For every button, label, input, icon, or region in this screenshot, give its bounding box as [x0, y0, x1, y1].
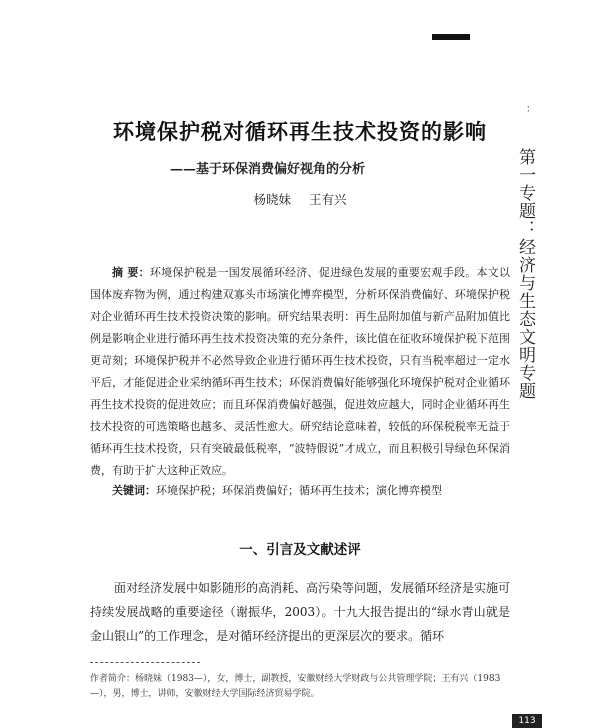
running-header-section: 第一专题：经济与生态文明专题 — [515, 148, 535, 400]
body-paragraph: 面对经济发展中如影随形的高消耗、高污染等问题，发展循环经济是实施可持续发展战略的重要途径（谢振华，2003）。十九大报告提出的“绿水青山就是金山银山”的工作理念，是对循环经济提出的更深层次的要求。循环 — [90, 581, 511, 643]
keywords-label: 关键词： — [112, 484, 156, 497]
author-footnote: 作者简介：杨晓妹（1983—），女，博士，副教授，安徽财经大学财政与公共管理学院；王有兴（1983—），男，博士，讲师，安徽财经大学国际经济贸易学院。 — [90, 674, 501, 699]
abstract-label: 摘 要： — [112, 266, 150, 279]
keywords-text: 环境保护税；环保消费偏好；循环再生技术；演化博弈模型 — [156, 484, 442, 497]
abstract-text: 环境保护税是一国发展循环经济、促进绿色发展的重要宏观手段。本文以国体废弃物为例，通过构建双寡头市场演化博弈模型，分析环保消费偏好、环境保护税对企业循环再生技术投资决策的影响。研究结果表明：再生品附加值与新产品附加值比例是影响企业进行循环再生技术投资决策的充分条件，该比值在征收环境保护税下范围更苛刻；环境保护税并不必然导致企业进行循环再生技术投资，只有当税率超过一定水平后，才能促进企业采纳循环再生技术；环保消费偏好能够强化环境保护税对企业循环再生技术投资的促进效应；而且环保消费偏好越强，促进效应越大，同时企业循环再生技术投资的可选策略也越多、灵活性愈大。研究结论意味着，较低的环保税税率无益于循环再生技术投资，只有突破最低税率，“波特假说”才成立，而且积极引导绿色环保消费，有助于扩大这种正效应。 — [90, 266, 510, 477]
keywords — [112, 482, 512, 498]
article-title: 环境保护税对循环再生技术投资的影响 — [113, 120, 487, 144]
article-authors: 杨晓妹 王有兴 — [253, 192, 347, 207]
header-rule — [432, 34, 470, 40]
section-heading: 一、引言及文献述评 — [239, 542, 361, 558]
side-mark: ： — [526, 104, 536, 115]
page-number: 113 — [512, 714, 542, 728]
article-subtitle: ——基于环保消费偏好视角的分析 — [170, 162, 366, 177]
footnote-divider — [90, 662, 200, 663]
abstract — [90, 262, 510, 482]
